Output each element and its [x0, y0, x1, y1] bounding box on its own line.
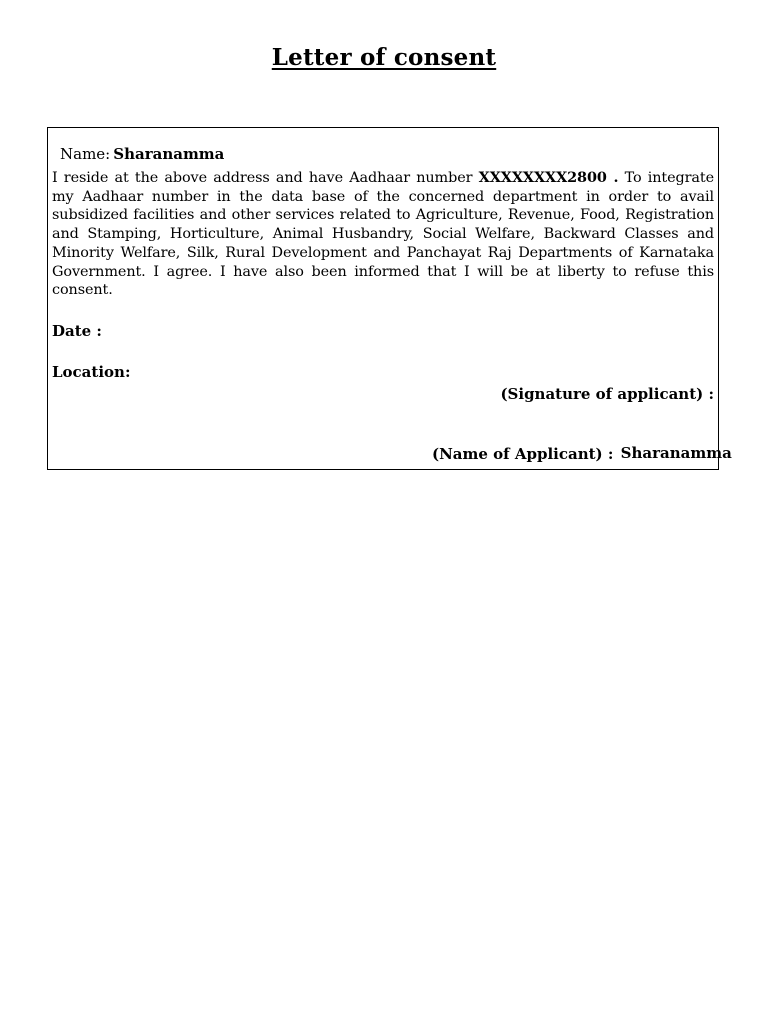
name-line — [60, 145, 224, 163]
consent-text-intro: I reside at the above address and have Aadhaar number — [52, 170, 479, 186]
consent-text-body: To integrate my Aadhaar number in the data base of the concerned department in order to avail subsidized facilities and other services related to Agriculture, Revenue, Food, Registration and Stamping, Horticulture, Animal Husbandry, Social Welfare, Backward Classes and Minority Welfare, Silk, Rural Development and Panchayat Raj Departments of Karnataka Government. I agree. I have also been informed that I will be at liberty to refuse this consent. — [52, 170, 714, 299]
name-label: Name: — [60, 145, 111, 163]
applicant-name-value: Sharanamma — [620, 444, 732, 462]
name-value: Sharanamma — [113, 145, 225, 163]
date-label: Date : — [52, 322, 102, 340]
consent-form-box — [47, 127, 732, 470]
location-label: Location: — [52, 363, 131, 381]
aadhaar-number: XXXXXXXX2800 . — [478, 169, 619, 186]
applicant-name-label: (Name of Applicant) : — [432, 445, 614, 463]
consent-statement — [52, 169, 714, 300]
page-title: Letter of consent — [271, 44, 497, 71]
signature-label: (Signature of applicant) : — [500, 385, 714, 403]
applicant-name-line — [432, 445, 732, 463]
